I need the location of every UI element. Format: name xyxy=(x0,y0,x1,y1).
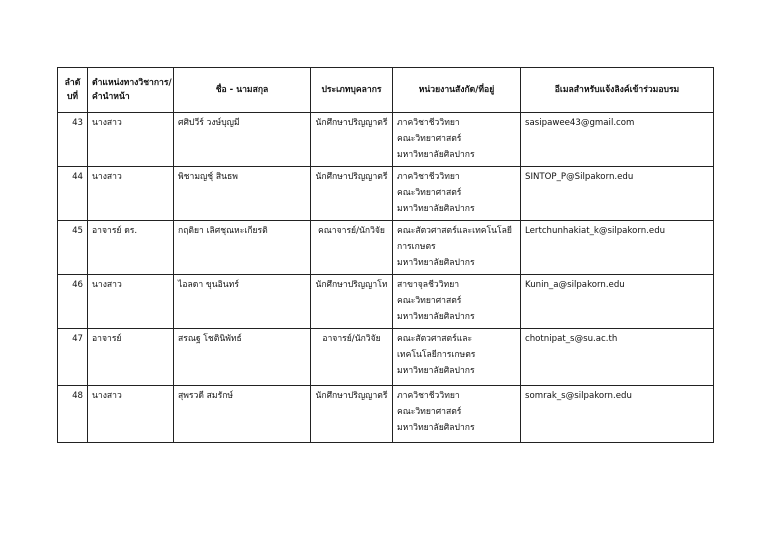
unit-line: คณะวิทยาศาสตร์ xyxy=(397,296,462,306)
cell-email: SINTOP_P@Silpakorn.edu xyxy=(521,167,714,221)
cell-type: นักศึกษาปริญญาตรี xyxy=(311,386,393,443)
unit-line: มหาวิทยาลัยศิลปากร xyxy=(397,366,475,376)
cell-title: นางสาว xyxy=(88,167,174,221)
cell-seq: 48 xyxy=(58,386,88,443)
unit-line: คณะวิทยาศาสตร์ xyxy=(397,188,462,198)
cell-title: นางสาว xyxy=(88,386,174,443)
header-type: ประเภทบุคลากร xyxy=(311,68,393,113)
table-row xyxy=(58,386,714,443)
cell-unit xyxy=(393,167,521,221)
header-seq: ลำดับที่ xyxy=(58,68,88,113)
cell-type: นักศึกษาปริญญาโท xyxy=(311,275,393,329)
cell-name: สุพรวดี สมรักษ์ xyxy=(174,386,311,443)
cell-unit xyxy=(393,386,521,443)
unit-line: เทคโนโลยีการเกษตร xyxy=(397,350,476,360)
unit-line: การเกษตร xyxy=(397,242,436,252)
header-unit: หน่วยงานสังกัด/ที่อยู่ xyxy=(393,68,521,113)
cell-unit xyxy=(393,329,521,386)
table-row xyxy=(58,221,714,275)
table-header xyxy=(58,68,714,113)
cell-seq: 46 xyxy=(58,275,88,329)
header-row xyxy=(58,68,714,113)
header-title-line2: คำนำหน้า xyxy=(92,92,130,102)
cell-seq: 44 xyxy=(58,167,88,221)
unit-line: ภาควิชาชีววิทยา xyxy=(397,391,460,401)
participant-table xyxy=(57,67,714,443)
table-row xyxy=(58,329,714,386)
cell-seq: 43 xyxy=(58,113,88,167)
unit-line: คณะสัตวศาสตร์และเทคโนโลยี xyxy=(397,226,512,236)
table-row xyxy=(58,167,714,221)
unit-line: มหาวิทยาลัยศิลปากร xyxy=(397,204,475,214)
cell-name: พิชามญชุ์ สินธพ xyxy=(174,167,311,221)
unit-line: คณะสัตวศาสตร์และ xyxy=(397,334,473,344)
cell-type: นักศึกษาปริญญาตรี xyxy=(311,167,393,221)
cell-name: กฤติยา เลิศชุณหะเกียรติ xyxy=(174,221,311,275)
cell-unit xyxy=(393,221,521,275)
cell-title: นางสาว xyxy=(88,275,174,329)
table-row xyxy=(58,113,714,167)
cell-type: อาจารย์/นักวิจัย xyxy=(311,329,393,386)
unit-line: มหาวิทยาลัยศิลปากร xyxy=(397,150,475,160)
cell-type: คณาจารย์/นักวิจัย xyxy=(311,221,393,275)
header-name: ชื่อ - นามสกุล xyxy=(174,68,311,113)
unit-line: มหาวิทยาลัยศิลปากร xyxy=(397,258,475,268)
cell-email: chotnipat_s@su.ac.th xyxy=(521,329,714,386)
cell-name: ศศิปวีร์ วงษ์บุญมี xyxy=(174,113,311,167)
cell-email: Lertchunhakiat_k@silpakorn.edu xyxy=(521,221,714,275)
cell-seq: 47 xyxy=(58,329,88,386)
cell-unit xyxy=(393,113,521,167)
cell-email: Kunin_a@silpakorn.edu xyxy=(521,275,714,329)
unit-line: ภาควิชาชีววิทยา xyxy=(397,118,460,128)
table-row xyxy=(58,275,714,329)
unit-line: ภาควิชาชีววิทยา xyxy=(397,172,460,182)
cell-title: อาจารย์ xyxy=(88,329,174,386)
header-title-line1: ตำแหน่งทางวิชาการ/ xyxy=(92,78,172,88)
cell-seq: 45 xyxy=(58,221,88,275)
cell-name: สรณฐ โชตินิพัทธ์ xyxy=(174,329,311,386)
cell-type: นักศึกษาปริญญาตรี xyxy=(311,113,393,167)
cell-unit xyxy=(393,275,521,329)
cell-title: อาจารย์ ดร. xyxy=(88,221,174,275)
header-title xyxy=(88,68,174,113)
unit-line: สาขาจุลชีววิทยา xyxy=(397,280,460,290)
unit-line: มหาวิทยาลัยศิลปากร xyxy=(397,312,475,322)
header-email: อีเมลสำหรับแจ้งลิงค์เข้าร่วมอบรม xyxy=(521,68,714,113)
unit-line: คณะวิทยาศาสตร์ xyxy=(397,407,462,417)
table-body xyxy=(58,113,714,443)
cell-name: ไอลดา ขุนอินทร์ xyxy=(174,275,311,329)
unit-line: มหาวิทยาลัยศิลปากร xyxy=(397,423,475,433)
unit-line: คณะวิทยาศาสตร์ xyxy=(397,134,462,144)
cell-title: นางสาว xyxy=(88,113,174,167)
cell-email: sasipawee43@gmail.com xyxy=(521,113,714,167)
cell-email: somrak_s@silpakorn.edu xyxy=(521,386,714,443)
